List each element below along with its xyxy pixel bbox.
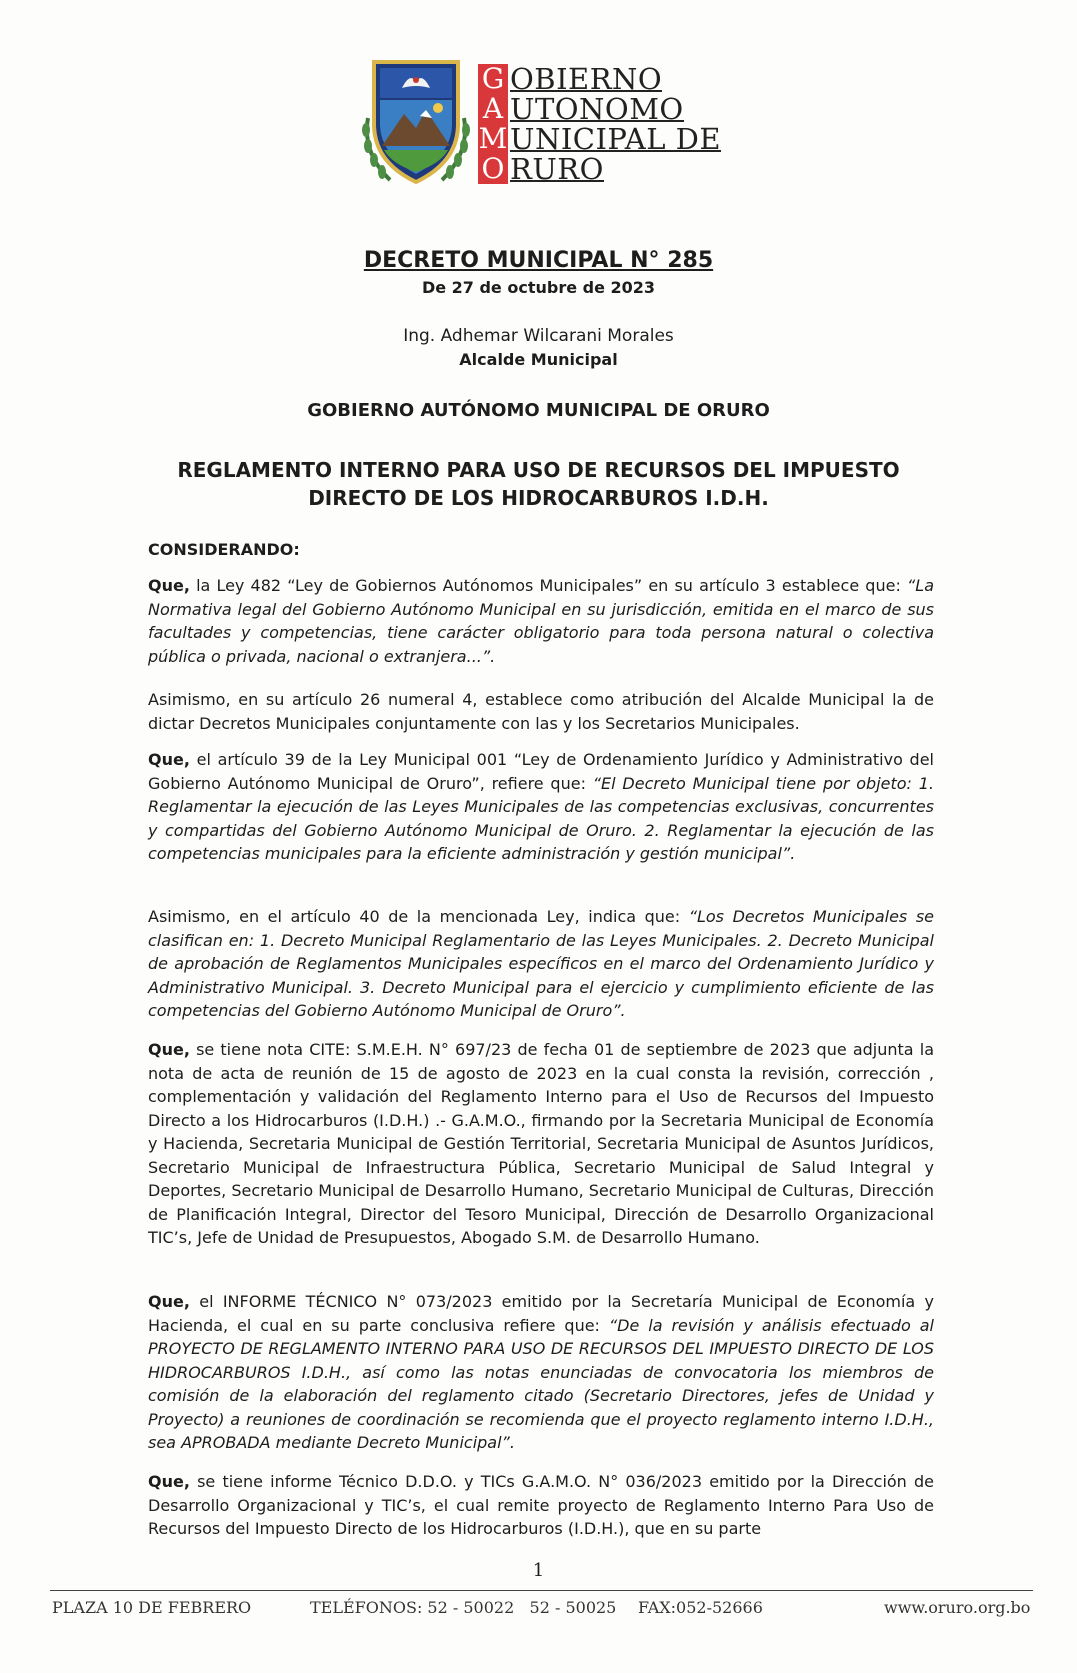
paragraph-lead: Que, [148,750,190,769]
acronym-letter: O [481,152,505,185]
decree-date: De 27 de octubre de 2023 [421,278,656,297]
gamo-acronym-block [478,64,508,184]
regulation-title-line: DIRECTO DE LOS HIDROCARBUROS I.D.H. [308,486,769,510]
letterhead [0,0,1077,200]
paragraph-text: se tiene informe Técnico D.D.O. y TICs G.A.M.O. N° 036/2023 emitido por la Dirección de Desarrollo Organizacional y TIC’s, el cual remite proyecto de Reglamento Interno Para Uso de Recursos del Impuesto Directo de los Hidrocarburos (I.D.H.), que en su parte [148,1472,934,1538]
acronym-letter: A [482,92,504,125]
footer-website: www.oruro.org.bo [884,1598,1031,1617]
org-name-line: UTONOMO [510,92,684,126]
body-paragraph [148,688,934,735]
paragraph-quote: “La Normativa legal del Gobierno Autónomo Municipal en su jurisdicción, emitida en el marco de sus facultades y competencias, tiene carácter obligatorio para toda persona natural o colectiva pública o privada, nacional o extranjera...”. [148,576,934,666]
mayor-role: Alcalde Municipal [459,350,618,369]
body-paragraph [148,1470,934,1541]
paragraph-text: la Ley 482 “Ley de Gobiernos Autónomos Municipales” en su artículo 3 establece que: [189,576,907,595]
footer-address: PLAZA 10 DE FEBRERO [52,1598,252,1617]
government-title: GOBIERNO AUTÓNOMO MUNICIPAL DE ORURO [307,400,770,421]
footer-divider [50,1590,1033,1591]
body-paragraph [148,574,934,668]
acronym-letter: G [481,62,505,95]
paragraph-text: se tiene nota CITE: S.M.E.H. N° 697/23 de fecha 01 de septiembre de 2023 que adjunta la nota de acta de reunión de 15 de agosto de 2023 en la cual consta la revisión, corrección , complementación y validación del Reglamento Interno para el Uso de Recursos del Impuesto Directo a los Hidrocarburos (I.D.H.) .- G.A.M.O., firmando por la Secretaria Municipal de Economía y Hacienda, Secretaria Municipal de Gestión Territorial, Secretaria Municipal de Asuntos Jurídicos, Secretario Municipal de Infraestructura Pública, Secretario Municipal de Salud Integral y Deportes, Secretario Municipal de Desarrollo Humano, Secretario Municipal de Culturas, Dirección de Planificación Integral, Director del Tesoro Municipal, Dirección de Desarrollo Organizacional TIC’s, Jefe de Unidad de Presupuestos, Abogado S.M. de Desarrollo Humano. [148,1040,934,1247]
paragraph-text: Asimismo, en el artículo 40 de la mencionada Ley, indica que: [148,907,689,926]
mayor-name: Ing. Adhemar Wilcarani Morales [403,326,674,346]
paragraph-text: el artículo 39 de la Ley Municipal 001 “Ley de Ordenamiento Jurídico y Administrativo del Gobierno Autónomo Municipal de Oruro”, refiere que: [148,750,934,793]
paragraph-lead: Que, [148,576,190,595]
municipal-coat-of-arms-icon [360,58,472,190]
body-paragraph [148,905,934,1023]
org-name-line: RURO [510,152,604,186]
regulation-title-line: REGLAMENTO INTERNO PARA USO DE RECURSOS DEL IMPUESTO [177,458,900,482]
page-number: 1 [532,1560,545,1581]
considerando-heading: CONSIDERANDO: [148,540,300,559]
paragraph-lead: Que, [148,1292,190,1311]
paragraph-lead: Que, [148,1040,190,1059]
paragraph-quote: “El Decreto Municipal tiene por objeto: 1. Reglamentar la ejecución de las Leyes Municipales de las competencias exclusivas, concurrentes y compartidas del Gobierno Autónomo Municipal de Oruro. 2. Reglamentar la ejecución de las competencias municipales para la eficiente administración y gestión municipal”. [148,773,934,863]
decree-title: DECRETO MUNICIPAL N° 285 [363,248,714,273]
paragraph-lead: Que, [148,1472,190,1491]
acronym-letter: M [478,122,508,155]
paragraph-quote: “Los Decretos Municipales se clasifican en: 1. Decreto Municipal Reglamentario de las Leyes Municipales. 2. Decreto Municipal de aprobación de Reglamentos Municipales específicos en el marco del Ordenamiento Jurídico y Administrativo Municipal. 3. Decreto Municipal para el ejercicio y cumplimiento eficiente de las competencias del Gobierno Autónomo Municipal de Oruro”. [148,907,935,1020]
body-paragraph [148,1038,934,1250]
footer-fax: FAX:052-52666 [638,1598,763,1617]
paragraph-text: el INFORME TÉCNICO N° 073/2023 emitido por la Secretaría Municipal de Economía y Hacienda, el cual en su parte conclusiva refiere que: [148,1292,934,1335]
paragraph-text: Asimismo, en su artículo 26 numeral 4, establece como atribución del Alcalde Municipal la de dictar Decretos Municipales conjuntamente con las y los Secretarios Municipales. [148,690,934,733]
body-paragraph [148,748,934,866]
paragraph-quote: “De la revisión y análisis efectuado al PROYECTO DE REGLAMENTO INTERNO PARA USO DE RECURSOS DEL IMPUESTO DIRECTO DE LOS HIDROCARBUROS I.D.H., así como las notas enunciadas de convocatoria los miembros de comisión de la elaboración del reglamento citado (Secretario Directores, jefes de Unidad y Proyecto) a reuniones de coordinación se recomienda que el proyecto reglamento interno I.D.H., sea APROBADA mediante Decreto Municipal”. [148,1315,934,1452]
org-name-line: UNICIPAL DE [510,122,722,156]
body-paragraph [148,1290,934,1455]
footer-phones: TELÉFONOS: 52 - 50022 52 - 50025 [310,1598,617,1617]
org-name-line: OBIERNO [510,62,663,96]
